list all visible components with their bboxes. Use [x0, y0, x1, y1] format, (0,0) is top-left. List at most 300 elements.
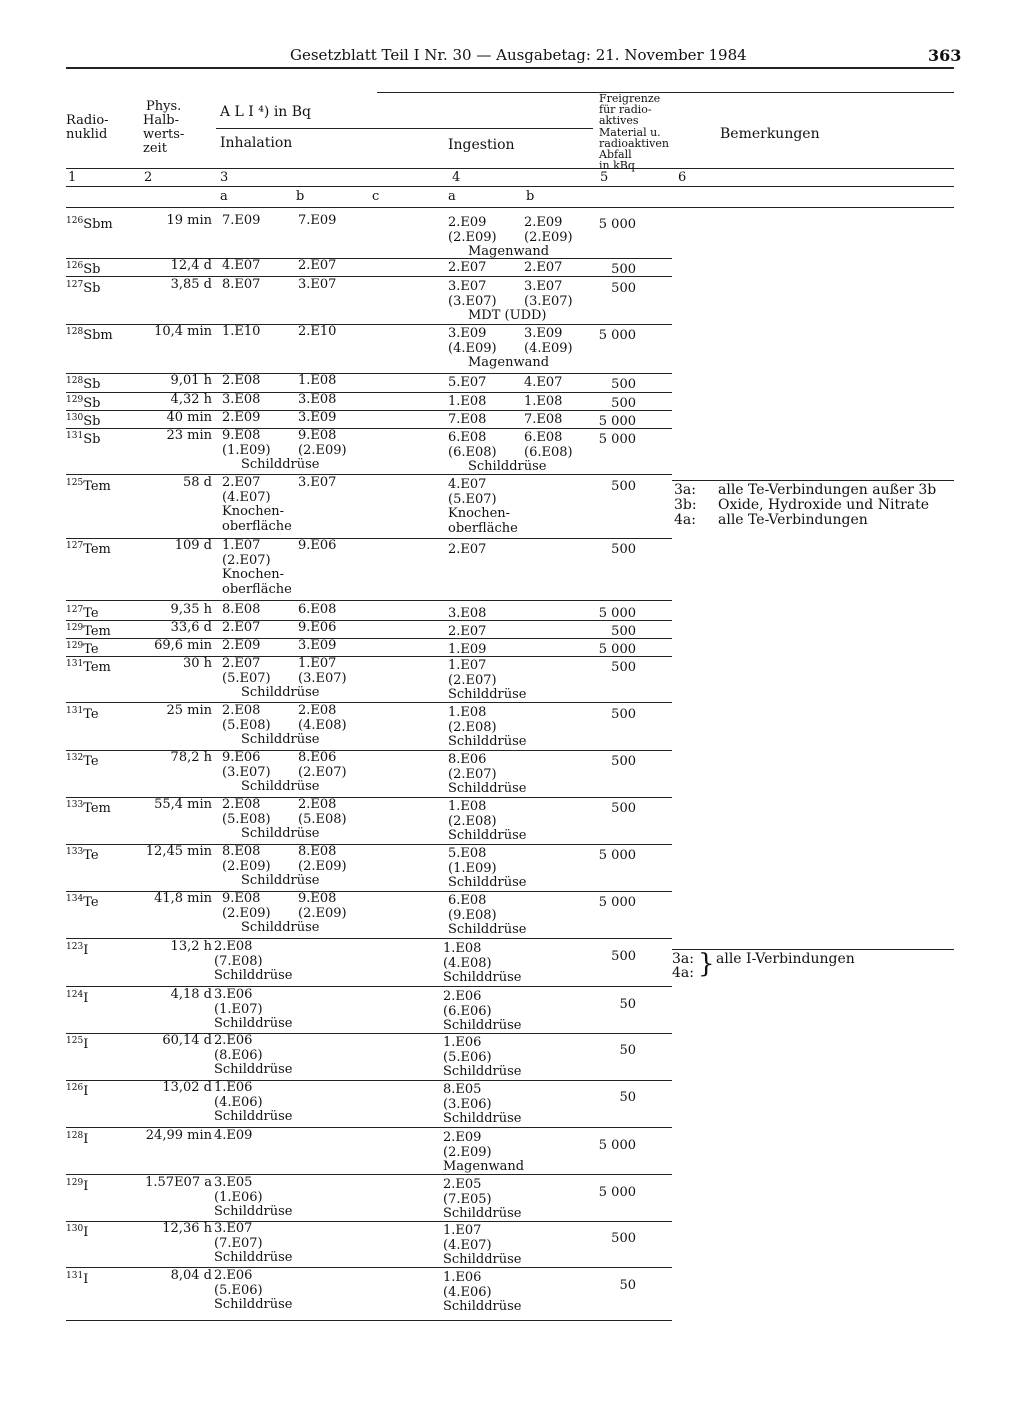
freigrenze-value: 5 000 [598, 328, 636, 343]
nuclide-label [66, 988, 88, 1007]
nuclide-label [66, 798, 111, 817]
mass-number: 127 [66, 541, 84, 551]
mass-number: 131 [66, 706, 84, 716]
freigrenze-value: 5 000 [598, 414, 636, 429]
ingestion-a-value: 1.E09 [448, 642, 487, 657]
inhalation-a-value: Schilddrüse [214, 1062, 293, 1077]
ingestion-a-value: 2.E06 [443, 989, 482, 1004]
half-life: 58 d [183, 475, 212, 490]
nuclide-label [66, 1222, 88, 1241]
ingestion-a-value: Schilddrüse [448, 734, 527, 749]
ingestion-a-value: (2.E07) [448, 672, 497, 688]
element-symbol: Tem [83, 542, 111, 557]
inhalation-a-value: (5.E07) [222, 670, 271, 686]
nuclide-label [66, 751, 99, 770]
nuclide-label [66, 1081, 88, 1100]
freigrenze-value: 5 000 [598, 217, 636, 232]
element-symbol: Te [83, 848, 99, 863]
mass-number: 128 [66, 327, 84, 337]
inhalation-a-value: 3.E06 [214, 987, 253, 1002]
inhalation-b-value: 2.E07 [298, 258, 337, 273]
column-header-halbwertszeit: zeit [143, 141, 167, 156]
rule-line [66, 702, 672, 703]
inhalation-b-value: 2.E10 [298, 324, 337, 339]
ingestion-a-value: (4.E08) [443, 955, 492, 971]
element-symbol: I [83, 1084, 89, 1099]
inhalation-b-value: 1.E07 [298, 656, 337, 671]
inhalation-organ-note: Schilddrüse [241, 826, 320, 841]
ingestion-a-value: 8.E05 [443, 1082, 482, 1097]
mass-number: 124 [66, 990, 84, 1000]
column-number: 5 [600, 170, 609, 185]
inhalation-a-value: (1.E07) [214, 1001, 263, 1017]
inhalation-b-value: 3.E07 [298, 475, 337, 490]
column-sub-inhalation: b [296, 189, 305, 204]
mass-number: 131 [66, 659, 84, 669]
inhalation-a-value: Schilddrüse [214, 1109, 293, 1124]
inhalation-b-value: 2.E08 [298, 797, 337, 812]
ingestion-b-value: 1.E08 [524, 394, 563, 409]
ingestion-a-value: 6.E08 [448, 893, 487, 908]
inhalation-b-value: (2.E09) [298, 858, 347, 874]
inhalation-b-value: 6.E08 [298, 602, 337, 617]
ingestion-a-value: 1.E08 [448, 799, 487, 814]
rule-line [672, 480, 954, 481]
ingestion-a-value: (4.E07) [443, 1237, 492, 1253]
inhalation-a-value: 4.E09 [214, 1128, 253, 1143]
inhalation-organ-note: Schilddrüse [241, 779, 320, 794]
ingestion-a-value: Schilddrüse [443, 970, 522, 985]
ingestion-a-value: 2.E09 [443, 1130, 482, 1145]
inhalation-a-value: 9.E06 [222, 750, 261, 765]
inhalation-b-value: 9.E08 [298, 428, 337, 443]
half-life: 24,99 min [145, 1128, 212, 1143]
ingestion-a-value: 1.E07 [443, 1223, 482, 1238]
mass-number: 131 [66, 431, 84, 441]
inhalation-a-value: (5.E08) [222, 717, 271, 733]
freigrenze-value: 5 000 [598, 1138, 636, 1153]
ingestion-a-value: 2.E07 [448, 542, 487, 557]
inhalation-a-value: Knochen- [222, 567, 285, 582]
inhalation-a-value: 2.E08 [222, 373, 261, 388]
inhalation-a-value: 8.E07 [222, 277, 261, 292]
inhalation-a-value: (5.E06) [214, 1282, 263, 1298]
freigrenze-value: 500 [611, 396, 636, 411]
column-number: 2 [144, 170, 153, 185]
rule-line [66, 186, 954, 187]
column-header-halbwertszeit: Halb- [143, 113, 179, 128]
rule-line [66, 1267, 672, 1268]
freigrenze-value: 500 [611, 262, 636, 277]
element-symbol: I [83, 1179, 89, 1194]
ingestion-a-value: (4.E09) [448, 340, 497, 356]
ingestion-a-value: (9.E08) [448, 907, 497, 923]
inhalation-a-value: (4.E07) [222, 489, 271, 505]
column-header-freigrenze: Abfall [599, 148, 632, 161]
inhalation-b-value: 7.E09 [298, 213, 337, 228]
inhalation-a-value: Schilddrüse [214, 1297, 293, 1312]
remark-text: alle Te-Verbindungen außer 3b [718, 482, 937, 498]
nuclide-label [66, 476, 111, 495]
half-life: 1.57E07 a [145, 1175, 212, 1190]
element-symbol: I [83, 943, 89, 958]
ingestion-a-value: 5.E07 [448, 375, 487, 390]
ingestion-a-value: (7.E05) [443, 1191, 492, 1207]
column-header-ingestion: Ingestion [448, 137, 515, 153]
nuclide-label [66, 1269, 88, 1288]
inhalation-a-value: 3.E07 [214, 1221, 253, 1236]
rule-line [66, 67, 954, 69]
half-life: 4,18 d [170, 987, 212, 1002]
element-symbol: Sb [83, 262, 101, 277]
inhalation-b-value: (3.E07) [298, 670, 347, 686]
half-life: 25 min [166, 703, 212, 718]
mass-number: 129 [66, 641, 84, 651]
inhalation-a-value: 9.E08 [222, 891, 261, 906]
ingestion-a-value: 2.E07 [448, 624, 487, 639]
freigrenze-value: 50 [619, 1278, 636, 1293]
element-symbol: Te [83, 642, 99, 657]
half-life: 60,14 d [162, 1033, 212, 1048]
ingestion-a-value: (4.E06) [443, 1284, 492, 1300]
freigrenze-value: 500 [611, 624, 636, 639]
inhalation-organ-note: Schilddrüse [241, 457, 320, 472]
ingestion-a-value: (2.E08) [448, 719, 497, 735]
column-header-halbwertszeit: werts- [143, 127, 185, 142]
mass-number: 129 [66, 623, 84, 633]
half-life: 12,4 d [170, 258, 212, 273]
ingestion-a-value: 7.E08 [448, 412, 487, 427]
ingestion-a-value: (5.E06) [443, 1049, 492, 1065]
ingestion-a-value: 6.E08 [448, 430, 487, 445]
rule-line [66, 986, 672, 987]
ingestion-a-value: (2.E09) [443, 1144, 492, 1160]
column-number: 4 [452, 170, 461, 185]
ingestion-organ-note: Magenwand [468, 355, 550, 370]
mass-number: 134 [66, 894, 84, 904]
remark-text: alle Te-Verbindungen [718, 512, 868, 528]
inhalation-organ-note: Schilddrüse [241, 920, 320, 935]
inhalation-a-value: 1.E07 [222, 538, 261, 553]
ingestion-b-value: (4.E09) [524, 340, 573, 356]
ingestion-a-value: 1.E08 [448, 705, 487, 720]
half-life: 69,6 min [154, 638, 212, 653]
ingestion-a-value: 1.E08 [448, 394, 487, 409]
ingestion-a-value: 1.E06 [443, 1270, 482, 1285]
freigrenze-value: 500 [611, 660, 636, 675]
ingestion-a-value: Schilddrüse [448, 922, 527, 937]
ingestion-a-value: Magenwand [443, 1159, 525, 1174]
mass-number: 123 [66, 942, 84, 952]
inhalation-b-value: 3.E07 [298, 277, 337, 292]
nuclide-label [66, 845, 99, 864]
inhalation-b-value: (2.E09) [298, 905, 347, 921]
ingestion-b-value: (3.E07) [524, 293, 573, 309]
inhalation-a-value: Schilddrüse [214, 1204, 293, 1219]
page-header: Gesetzblatt Teil I Nr. 30 — Ausgabetag: 21. November 1984 [290, 46, 747, 64]
half-life: 10,4 min [154, 324, 212, 339]
half-life: 13,02 d [162, 1080, 212, 1095]
rule-line [66, 168, 954, 169]
ingestion-a-value: Schilddrüse [443, 1299, 522, 1314]
inhalation-b-value: 9.E06 [298, 620, 337, 635]
element-symbol: Sb [83, 281, 101, 296]
inhalation-a-value: (1.E09) [222, 442, 271, 458]
inhalation-a-value: 1.E10 [222, 324, 261, 339]
ingestion-b-value: 3.E09 [524, 326, 563, 341]
inhalation-a-value: 2.E08 [214, 939, 253, 954]
inhalation-a-value: 2.E08 [222, 703, 261, 718]
freigrenze-value: 500 [611, 479, 636, 494]
inhalation-b-value: 3.E08 [298, 392, 337, 407]
nuclide-label [66, 657, 111, 676]
half-life: 12,45 min [145, 844, 212, 859]
half-life: 109 d [174, 538, 212, 553]
inhalation-b-value: (2.E09) [298, 442, 347, 458]
freigrenze-value: 500 [611, 1231, 636, 1246]
nuclide-label [66, 259, 100, 278]
nuclide-label [66, 1129, 88, 1148]
inhalation-organ-note: Schilddrüse [241, 732, 320, 747]
element-symbol: Sb [83, 396, 101, 411]
rule-line [66, 938, 672, 939]
rule-line [66, 207, 954, 208]
half-life: 19 min [166, 213, 212, 228]
mass-number: 125 [66, 1036, 84, 1046]
ingestion-b-value: 2.E07 [524, 260, 563, 275]
element-symbol: I [83, 1037, 89, 1052]
half-life: 13,2 h [170, 939, 212, 954]
column-header-radionuklid: nuklid [66, 127, 108, 142]
freigrenze-value: 5 000 [598, 642, 636, 657]
freigrenze-value: 500 [611, 754, 636, 769]
column-header-freigrenze: radioaktiven [599, 136, 669, 150]
ingestion-b-value: (6.E08) [524, 444, 573, 460]
freigrenze-value: 50 [619, 1090, 636, 1105]
ingestion-a-value: 3.E07 [448, 279, 487, 294]
mass-number: 126 [66, 261, 84, 271]
nuclide-label [66, 539, 111, 558]
element-symbol: Sbm [83, 217, 113, 232]
freigrenze-value: 500 [611, 542, 636, 557]
inhalation-b-value: (2.E07) [298, 764, 347, 780]
remark-text: Oxide, Hydroxide und Nitrate [718, 497, 930, 513]
inhalation-b-value: (5.E08) [298, 811, 347, 827]
ingestion-a-value: Schilddrüse [443, 1252, 522, 1267]
ingestion-organ-note: Magenwand [468, 244, 550, 259]
element-symbol: Sbm [83, 328, 113, 343]
mass-number: 127 [66, 280, 84, 290]
inhalation-a-value: (1.E06) [214, 1189, 263, 1205]
ingestion-a-value: 2.E07 [448, 260, 487, 275]
element-symbol: I [83, 1132, 89, 1147]
page-number: 363 [928, 46, 962, 65]
half-life: 55,4 min [154, 797, 212, 812]
inhalation-a-value: 8.E08 [222, 844, 261, 859]
freigrenze-value: 5 000 [598, 848, 636, 863]
element-symbol: Tem [83, 660, 111, 675]
column-number: 6 [678, 170, 687, 185]
ingestion-a-value: (3.E07) [448, 293, 497, 309]
freigrenze-value: 500 [611, 281, 636, 296]
inhalation-a-value: 2.E09 [222, 638, 261, 653]
half-life: 8,04 d [170, 1268, 212, 1283]
column-sub-inhalation: c [372, 189, 380, 204]
element-symbol: I [83, 1225, 89, 1240]
ingestion-a-value: 1.E08 [443, 941, 482, 956]
rule-line [66, 600, 672, 601]
nuclide-label [66, 278, 100, 297]
mass-number: 131 [66, 1271, 84, 1281]
inhalation-a-value: 1.E06 [214, 1080, 253, 1095]
remark-text: alle I-Verbindungen [716, 951, 855, 967]
rule-line [66, 474, 672, 475]
ingestion-b-value: 3.E07 [524, 279, 563, 294]
freigrenze-value: 5 000 [598, 895, 636, 910]
freigrenze-value: 500 [611, 949, 636, 964]
ingestion-a-value: (2.E08) [448, 813, 497, 829]
mass-number: 132 [66, 753, 84, 763]
freigrenze-value: 5 000 [598, 432, 636, 447]
inhalation-b-value: 9.E06 [298, 538, 337, 553]
inhalation-a-value: 2.E07 [222, 656, 261, 671]
element-symbol: Te [83, 895, 99, 910]
inhalation-a-value: 3.E08 [222, 392, 261, 407]
ingestion-a-value: (2.E09) [448, 229, 497, 245]
inhalation-a-value: 2.E07 [222, 620, 261, 635]
freigrenze-value: 500 [611, 801, 636, 816]
half-life: 3,85 d [170, 277, 212, 292]
inhalation-a-value: Knochen- [222, 504, 285, 519]
inhalation-a-value: Schilddrüse [214, 1250, 293, 1265]
inhalation-a-value: (7.E07) [214, 1235, 263, 1251]
inhalation-a-value: Schilddrüse [214, 1016, 293, 1031]
inhalation-b-value: 9.E08 [298, 891, 337, 906]
rule-line [377, 92, 954, 93]
nuclide-label [66, 1176, 88, 1195]
nuclide-label [66, 1034, 88, 1053]
ingestion-a-value: Schilddrüse [448, 781, 527, 796]
ingestion-a-value: Schilddrüse [448, 875, 527, 890]
ingestion-b-value: (2.E09) [524, 229, 573, 245]
ingestion-a-value: 4.E07 [448, 477, 487, 492]
mass-number: 130 [66, 1224, 84, 1234]
inhalation-a-value: 7.E09 [222, 213, 261, 228]
ingestion-a-value: (6.E06) [443, 1003, 492, 1019]
mass-number: 133 [66, 800, 84, 810]
ingestion-a-value: Schilddrüse [443, 1018, 522, 1033]
ingestion-b-value: 2.E09 [524, 215, 563, 230]
column-sub-inhalation: a [220, 189, 228, 204]
inhalation-a-value: (4.E06) [214, 1094, 263, 1110]
ingestion-a-value: Schilddrüse [443, 1111, 522, 1126]
mass-number: 130 [66, 413, 84, 423]
half-life: 30 h [182, 656, 212, 671]
column-number: 3 [220, 170, 229, 185]
half-life: 23 min [166, 428, 212, 443]
ingestion-a-value: 5.E08 [448, 846, 487, 861]
inhalation-a-value: (7.E08) [214, 953, 263, 969]
inhalation-a-value: (2.E07) [222, 552, 271, 568]
ingestion-a-value: (2.E07) [448, 766, 497, 782]
column-header-freigrenze: für radio- [599, 103, 652, 117]
ingestion-b-value: 6.E08 [524, 430, 563, 445]
column-header-freigrenze: Freigrenze [599, 92, 661, 105]
ingestion-a-value: Schilddrüse [443, 1206, 522, 1221]
inhalation-a-value: 2.E06 [214, 1033, 253, 1048]
column-header-halbwertszeit: Phys. [146, 99, 182, 114]
ingestion-b-value: 7.E08 [524, 412, 563, 427]
mass-number: 129 [66, 395, 84, 405]
ingestion-a-value: 2.E09 [448, 215, 487, 230]
element-symbol: Sb [83, 414, 101, 429]
nuclide-label [66, 429, 100, 448]
nuclide-label [66, 374, 100, 393]
element-symbol: Te [83, 707, 99, 722]
nuclide-label [66, 393, 100, 412]
ingestion-a-value: Schilddrüse [448, 828, 527, 843]
mass-number: 128 [66, 376, 84, 386]
element-symbol: I [83, 1272, 89, 1287]
column-header-radionuklid: Radio- [66, 113, 109, 128]
inhalation-a-value: 2.E06 [214, 1268, 253, 1283]
column-sub-ingestion: a [448, 189, 456, 204]
freigrenze-value: 50 [619, 1043, 636, 1058]
column-header-inhalation: Inhalation [220, 135, 293, 151]
ingestion-a-value: (6.E08) [448, 444, 497, 460]
freigrenze-value: 500 [611, 377, 636, 392]
column-header-ali: A L I ⁴) in Bq [220, 104, 312, 120]
half-life: 4,32 h [170, 392, 212, 407]
inhalation-a-value: oberfläche [222, 581, 292, 597]
column-header-freigrenze: in kBq [599, 159, 635, 173]
ingestion-a-value: 8.E06 [448, 752, 487, 767]
nuclide-label [66, 411, 100, 430]
freigrenze-value: 5 000 [598, 606, 636, 621]
inhalation-a-value: Schilddrüse [214, 968, 293, 983]
inhalation-b-value: (4.E08) [298, 717, 347, 733]
inhalation-organ-note: Schilddrüse [241, 873, 320, 888]
freigrenze-value: 50 [619, 997, 636, 1012]
element-symbol: Tem [83, 479, 111, 494]
inhalation-a-value: 8.E08 [222, 602, 261, 617]
inhalation-a-value: (8.E06) [214, 1047, 263, 1063]
element-symbol: Sb [83, 432, 101, 447]
ingestion-a-value: Schilddrüse [443, 1064, 522, 1079]
remark-key: 3a: [674, 482, 696, 498]
inhalation-a-value: oberfläche [222, 518, 292, 534]
ingestion-a-value: oberfläche [448, 520, 518, 536]
column-header-bemerkungen: Bemerkungen [720, 126, 820, 142]
inhalation-b-value: 8.E08 [298, 844, 337, 859]
half-life: 41,8 min [154, 891, 212, 906]
inhalation-a-value: 2.E07 [222, 475, 261, 490]
column-number: 1 [68, 170, 77, 185]
half-life: 12,36 h [162, 1221, 212, 1236]
inhalation-a-value: (5.E08) [222, 811, 271, 827]
mass-number: 127 [66, 605, 84, 615]
mass-number: 128 [66, 1131, 84, 1141]
inhalation-a-value: 9.E08 [222, 428, 261, 443]
nuclide-label [66, 325, 113, 344]
remark-key: 4a: [674, 512, 696, 528]
inhalation-b-value: 1.E08 [298, 373, 337, 388]
mass-number: 129 [66, 1178, 84, 1188]
mass-number: 126 [66, 216, 84, 226]
ingestion-a-value: 1.E07 [448, 658, 487, 673]
inhalation-b-value: 8.E06 [298, 750, 337, 765]
half-life: 78,2 h [170, 750, 212, 765]
